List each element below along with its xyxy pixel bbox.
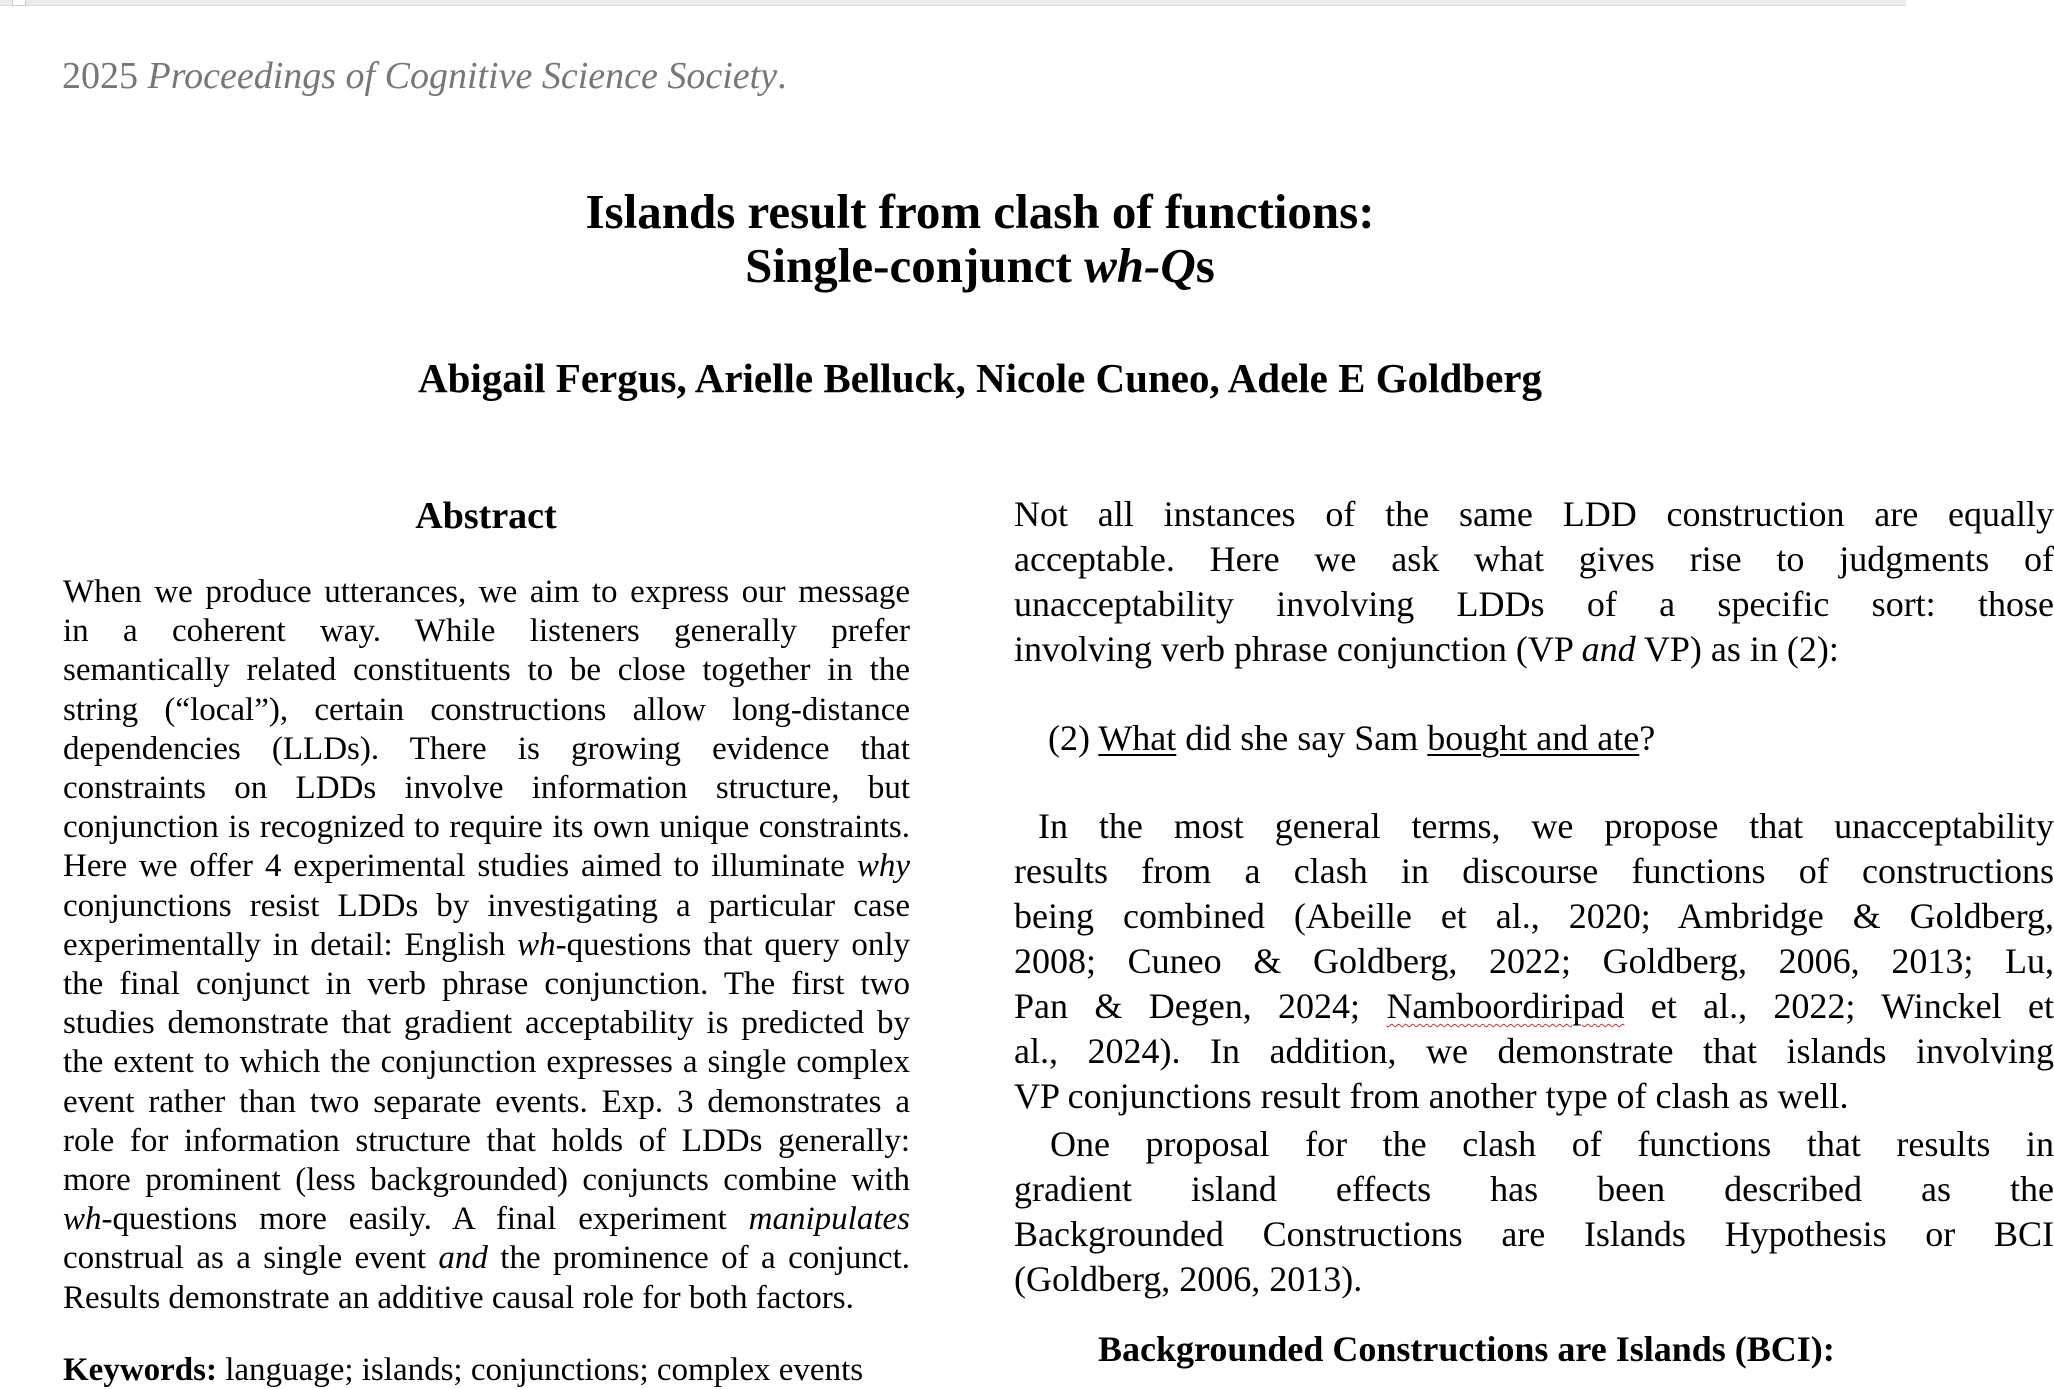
right-column xyxy=(1014,0,2054,1374)
abstract-line: the final conjunct in verb phrase conjunction. The first two xyxy=(63,966,910,1003)
paragraph-line: unacceptability involving LDDs of a specific sort: those xyxy=(1014,584,2054,624)
abstract-line: studies demonstrate that gradient acceptability is predicted by xyxy=(63,1005,910,1042)
abstract-line: conjunction is recognized to require its own unique constraints. xyxy=(63,809,910,846)
abstract-line: conjunctions resist LDDs by investigating a particular case xyxy=(63,887,910,924)
abstract-line: the extent to which the conjunction expresses a single complex xyxy=(63,1044,910,1081)
abstract-heading: Abstract xyxy=(415,495,557,537)
abstract-line: string (“local”), certain constructions allow long-distance xyxy=(63,691,910,728)
abstract-line: semantically related constituents to be close together in the xyxy=(63,652,910,689)
abstract-line: constraints on LDDs involve information structure, but xyxy=(63,770,910,807)
paragraph-line: (Goldberg, 2006, 2013). xyxy=(1014,1259,1363,1299)
paragraph-line: results from a clash in discourse functions of constructions xyxy=(1014,851,2054,891)
abstract-line: Results demonstrate an additive causal role for both factors. xyxy=(63,1279,854,1316)
paragraph-line: Pan & Degen, 2024; Namboordiripad et al., 2022; Winckel et xyxy=(1014,986,2054,1026)
paragraph-line: al., 2024). In addition, we demonstrate that islands involving xyxy=(1014,1031,2054,1071)
title-line-1: Islands result from clash of functions: xyxy=(585,184,1375,239)
paragraph-line: 2008; Cuneo & Goldberg, 2022; Goldberg, 2006, 2013; Lu, xyxy=(1014,941,2054,981)
abstract-line: Here we offer 4 experimental studies aimed to illuminate why xyxy=(63,848,910,885)
paragraph-line: acceptable. Here we ask what gives rise to judgments of xyxy=(1014,539,2054,579)
abstract-line: role for information structure that holds of LDDs generally: xyxy=(63,1122,910,1159)
paragraph-line: being combined (Abeille et al., 2020; Ambridge & Goldberg, xyxy=(1014,896,2054,936)
paragraph-line: gradient island effects has been described as the xyxy=(1014,1169,2054,1209)
author-list: Abigail Fergus, Arielle Belluck, Nicole Cuneo, Adele E Goldberg xyxy=(417,355,1543,401)
abstract-line: more prominent (less backgrounded) conjuncts combine with xyxy=(63,1162,910,1199)
keywords-line: Keywords: language; islands; conjunctions; complex events xyxy=(63,1352,864,1388)
abstract-body xyxy=(63,573,910,1318)
paragraph-line: One proposal for the clash of functions that results in xyxy=(1050,1124,2054,1164)
venue-line: 2025 Proceedings of Cognitive Science Society. xyxy=(62,55,787,97)
paragraph-line: In the most general terms, we propose that unacceptability xyxy=(1038,806,2054,846)
abstract-line: in a coherent way. While listeners generally prefer xyxy=(63,613,910,650)
paragraph-line: Not all instances of the same LDD construction are equally xyxy=(1014,494,2054,534)
abstract-line: dependencies (LLDs). There is growing evidence that xyxy=(63,730,910,767)
abstract-line: construal as a single event and the prominence of a conjunct. xyxy=(63,1240,910,1277)
abstract-line: experimentally in detail: English wh-questions that query only xyxy=(63,926,910,963)
abstract-line: wh-questions more easily. A final experiment manipulates xyxy=(63,1201,910,1238)
paragraph-line: Backgrounded Constructions are Islands Hypothesis or BCI xyxy=(1014,1214,2054,1254)
abstract-line: When we produce utterances, we aim to express our message xyxy=(63,574,910,610)
title-line-2: Single-conjunct wh-Qs xyxy=(745,238,1215,293)
abstract-line: event rather than two separate events. Exp. 3 demonstrates a xyxy=(63,1083,910,1120)
window-control-icon[interactable] xyxy=(12,0,26,6)
paragraph-line: involving verb phrase conjunction (VP and VP) as in (2): xyxy=(1014,629,1839,669)
paragraph-line: VP conjunctions result from another type of clash as well. xyxy=(1014,1076,1849,1116)
bci-heading: Backgrounded Constructions are Islands (BCI): xyxy=(1098,1329,1835,1369)
example-sentence: (2) What did she say Sam bought and ate? xyxy=(1048,718,1656,758)
